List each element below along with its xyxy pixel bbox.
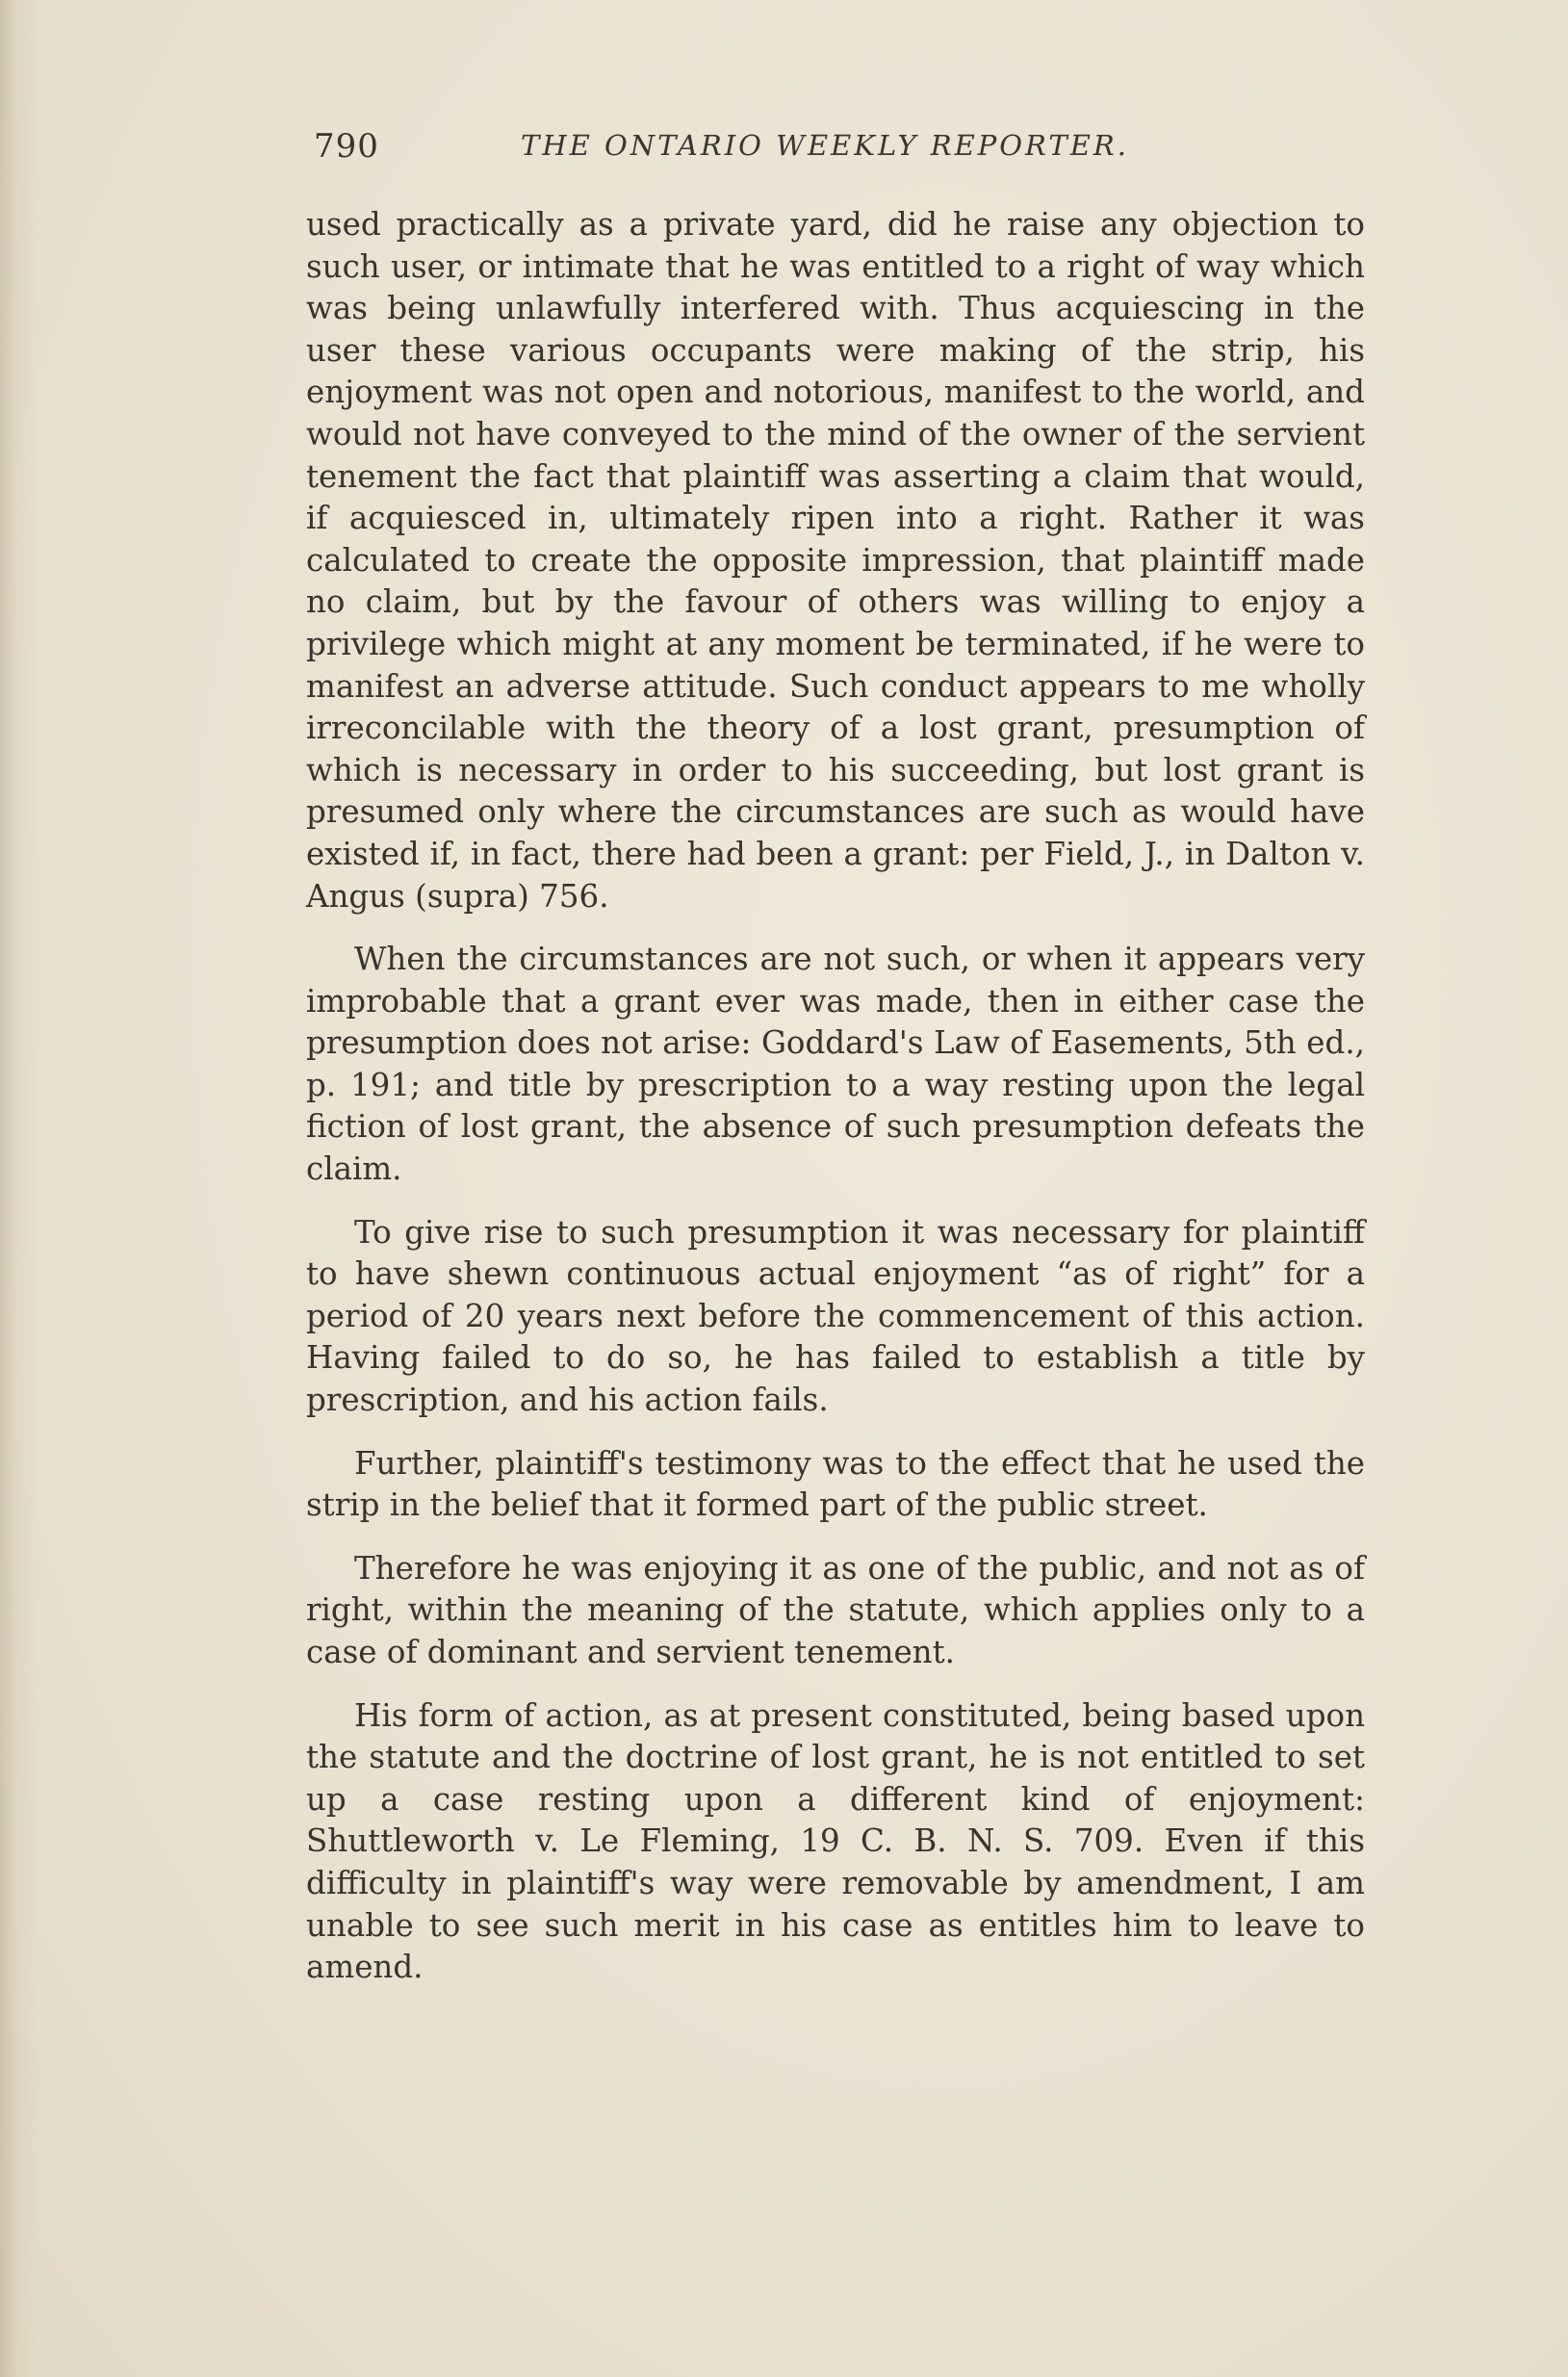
paragraph: To give rise to such presumption it was necessary for plaintiff to have shewn continuous actual enjoyment “as of right” for a period of 20 years next before the commencement of this action. Having failed to do so, he has failed to establish a title by prescription, and his action fails. — [306, 1213, 1365, 1419]
running-title: THE ONTARIO WEEKLY REPORTER. — [521, 129, 1129, 162]
page-header — [314, 123, 1363, 181]
paragraph: When the circumstances are not such, or when it appears very improbable that a grant ever was made, then in either case the presumption does not arise: Goddard's Law of Easements, 5th ed., p. 191; and title by prescription to a way resting upon the legal fiction of lost grant, the absence of such presumption defeats the claim. — [306, 941, 1365, 1188]
paragraph-continuation: used practically as a private yard, did he raise any objection to such user, or intimate that he was entitled to a right of way which was being unlawfully interfered with. Thus acquiescing in the user these various occupants were making of the strip, his enjoyment was not open and notorious, manifest to the world, and would not have conveyed to the mind of the owner of the servient tenement the fact that plaintiff was asserting a claim that would, if acquiesced in, ultimately ripen into a right. Rather it was calculated to create the opposite impression, that plaintiff made no claim, but by the favour of others was willing to enjoy a privilege which might at any moment be terminated, if he were to manifest an adverse attitude. Such conduct appears to me wholly irreconcilable with the theory of a lost grant, presumption of which is necessary in order to his succeeding, but lost grant is presumed only where the circumstances are such as would have existed if, in fact, there had been a grant: per Field, J., in Dalton v. Angus (supra) 756. — [306, 206, 1365, 915]
body-text — [306, 204, 1365, 1989]
paragraph: Therefore he was enjoying it as one of the public, and not as of right, within the meaning of the statute, which applies only to a case of dominant and servient tenement. — [306, 1549, 1365, 1670]
page-number: 790 — [314, 127, 379, 166]
paragraph: Further, plaintiff's testimony was to the effect that he used the strip in the belief that it formed part of the public street. — [306, 1444, 1365, 1524]
paragraph: His form of action, as at present constituted, being based upon the statute and the doctrine of lost grant, he is not entitled to set up a case resting upon a different kind of enjoyment: Shuttleworth v. Le Fleming, 19 C. B. N. S. 709. Even if this difficulty in plaintiff's way were removable by amendment, I am unable to see such merit in his case as entitles him to leave to amend. — [306, 1696, 1365, 1986]
